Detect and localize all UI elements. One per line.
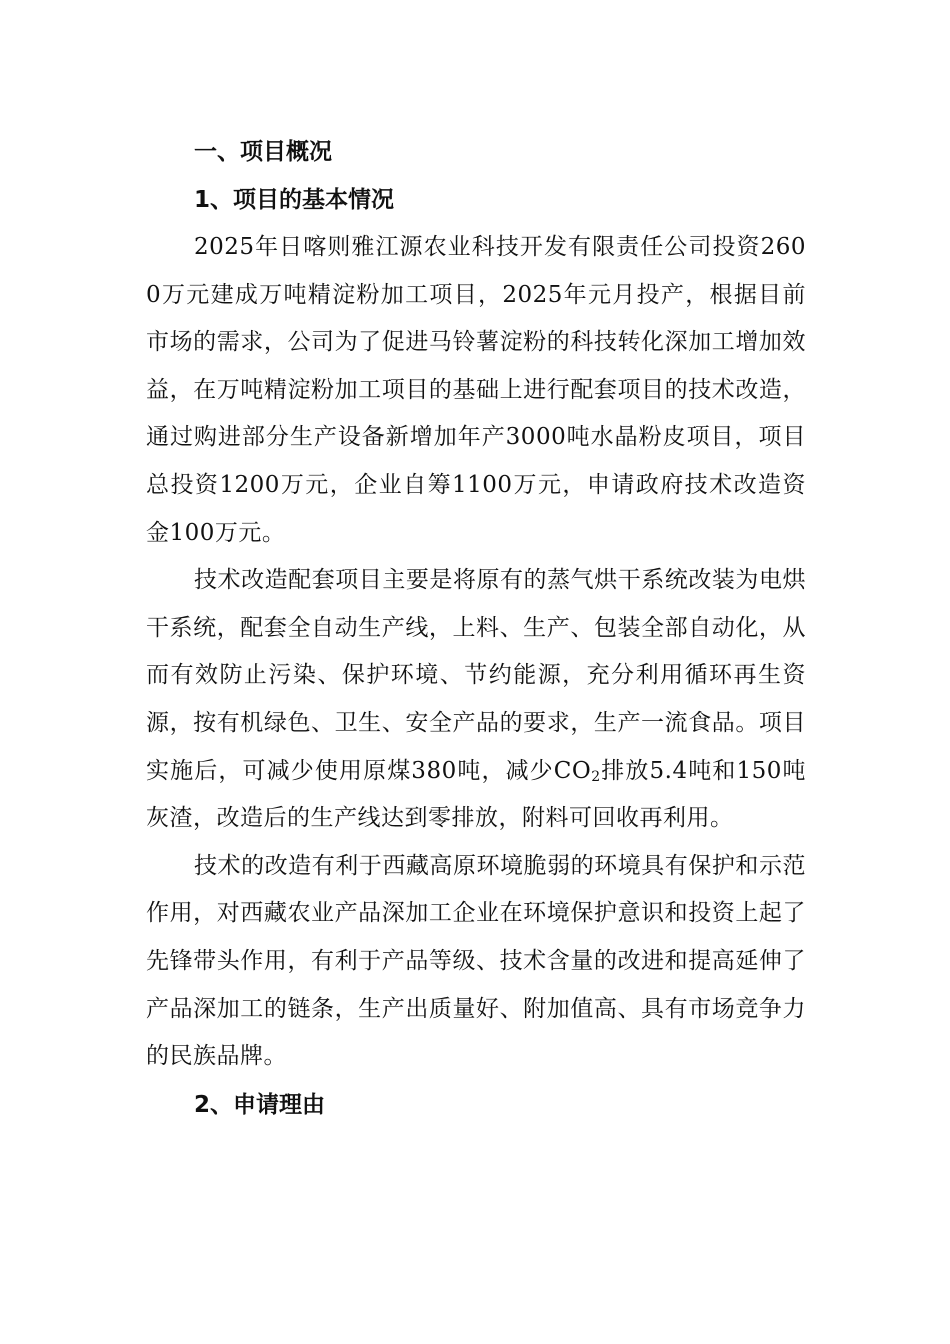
paragraph-tech-upgrade bbox=[146, 557, 806, 843]
paragraph-significance: 技术的改造有利于西藏高原环境脆弱的环境具有保护和示范作用，对西藏农业产品深加工企业在环境保护意识和投资上起了先锋带头作用，有利于产品等级、技术含量的改进和提高延伸了产品深加工的链条，生产出质量好、附加值高、具有市场竞争力的民族品牌。 bbox=[146, 852, 806, 1070]
co2-subscript: 2 bbox=[591, 768, 601, 785]
paragraph-investment: 2025年日喀则雅江源农业科技开发有限责任公司投资2600万元建成万吨精淀粉加工项目，2025年元月投产，根据目前市场的需求，公司为了促进马铃薯淀粉的科技转化深加工增加效益，在万吨精淀粉加工项目的基础上进行配套项目的技术改造，通过购进部分生产设备新增加年产3000吨水晶粉皮项目，项目总投资1200万元，企业自筹1100万元，申请政府技术改造资金100万元。 bbox=[146, 234, 806, 546]
section-title-overview: 一、项目概况 bbox=[194, 139, 332, 165]
subsection-title-reasons: 2、申请理由 bbox=[194, 1091, 326, 1118]
document-page bbox=[146, 128, 806, 1129]
subsection-title-basic-info: 1、项目的基本情况 bbox=[194, 187, 395, 213]
paragraph-tech-upgrade-part1: 技术改造配套项目主要是将原有的蒸气烘干系统改装为电烘干系统，配套全自动生产线，上料、生产、包装全部自动化，从而有效防止污染、保护环境、节约能源，充分利用循环再生资源，按有机绿色、卫生、安全产品的要求，生产一流食品。项目实施后，可减少使用原煤380吨，减少CO bbox=[146, 567, 806, 784]
paragraph-tech-upgrade-part2: 排放5.4吨和150吨灰渣，改造后的生产线达到零排放，附料可回收再利用。 bbox=[146, 757, 806, 832]
